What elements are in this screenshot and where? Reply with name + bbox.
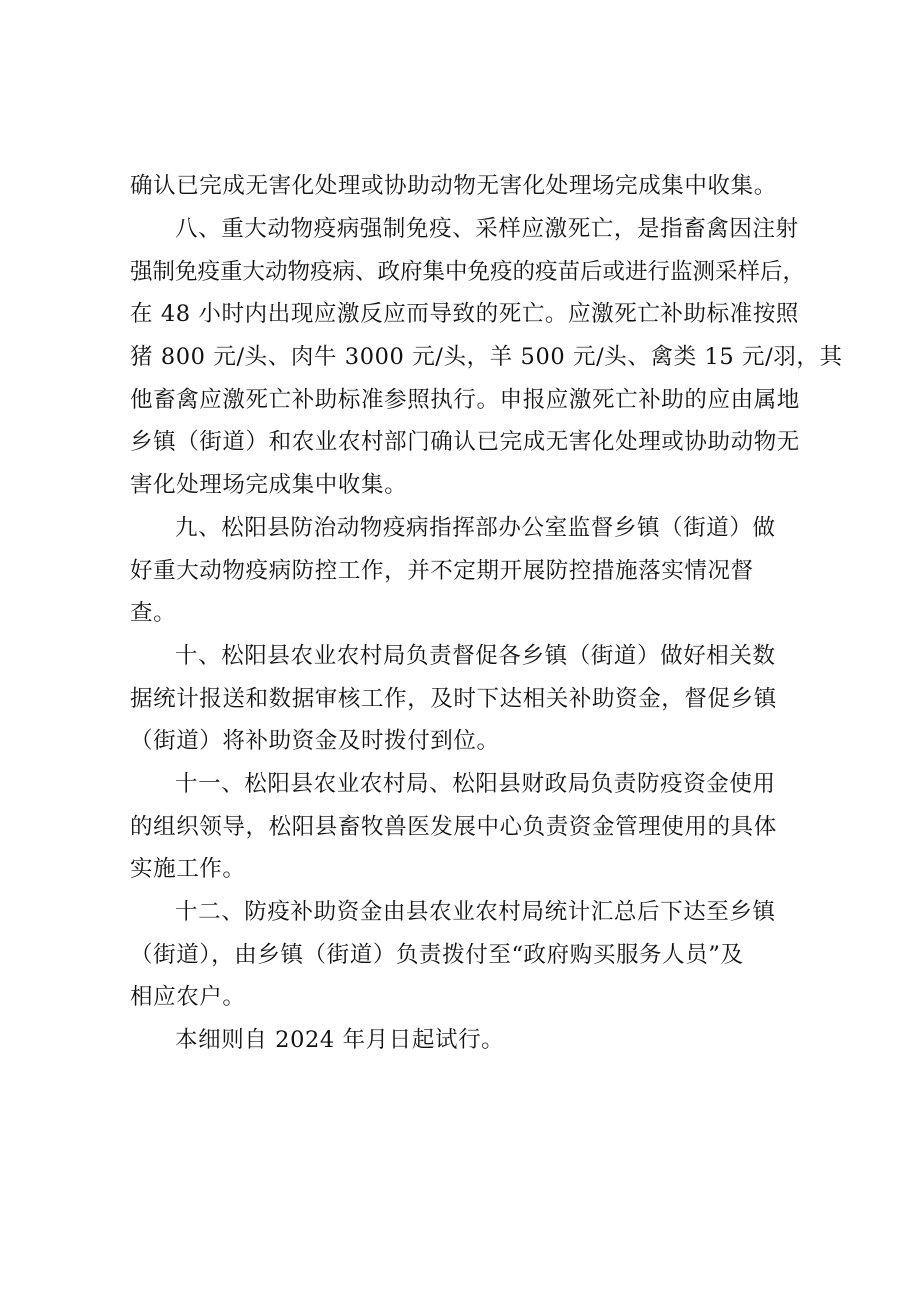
text-line: 乡镇（街道）和农业农村部门确认已完成无害化处理或协助动物无 [130,429,800,455]
text-line: 猪 800 元/头、肉牛 3000 元/头，羊 500 元/头、禽类 15 元/羽，其 [130,344,843,370]
text-line: 在 48 小时内出现应激反应而导致的死亡。应激死亡补助标准按照 [130,301,800,327]
text-line: 实施工作。 [130,856,246,882]
paragraph-11-line: 十一、松阳县农业农村局、松阳县财政局负责防疫资金使用 [175,771,776,797]
paragraph-10-line: 十、松阳县农业农村局负责督促各乡镇（街道）做好相关数 [175,643,776,669]
text-line: 他畜禽应激死亡补助标准参照执行。申报应激死亡补助的应由属地 [130,387,800,413]
text-line: 查。 [130,600,177,626]
text-line: 的组织领导，松阳县畜牧兽医发展中心负责资金管理使用的具体 [130,814,777,840]
text-line: 确认已完成无害化处理或协助动物无害化处理场完成集中收集。 [130,173,777,199]
paragraph-9-line: 九、松阳县防治动物疫病指挥部办公室监督乡镇（街道）做 [175,515,776,541]
text-line: 据统计报送和数据审核工作，及时下达相关补助资金，督促乡镇 [130,686,777,712]
effective-date-line: 本细则自 2024 年月日起试行。 [175,1027,505,1053]
paragraph-12-line: 十二、防疫补助资金由县农业农村局统计汇总后下达至乡镇 [175,899,776,925]
text-line: 相应农户。 [130,984,246,1010]
text-line: （街道），由乡镇（街道）负责拨付至“政府购买服务人员”及 [130,942,744,968]
text-line: 强制免疫重大动物疫病、政府集中免疫的疫苗后或进行监测采样后， [130,259,806,285]
paragraph-8-line: 八、重大动物疫病强制免疫、采样应激死亡，是指畜禽因注射 [175,216,799,242]
text-line: 害化处理场完成集中收集。 [130,472,408,498]
text-line: （街道）将补助资金及时拨付到位。 [130,728,500,754]
text-line: 好重大动物疫病防控工作，并不定期开展防控措施落实情况督 [130,558,754,584]
